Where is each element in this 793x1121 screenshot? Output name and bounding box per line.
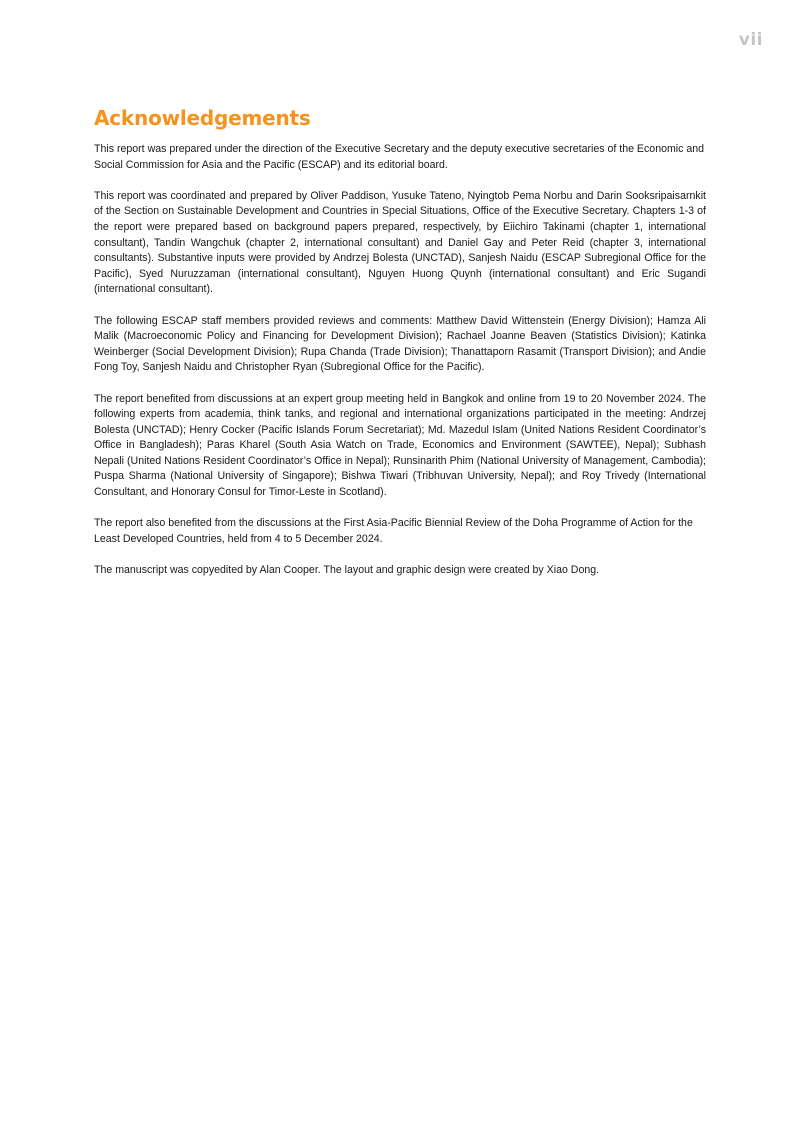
section-heading: Acknowledgements: [94, 106, 311, 130]
acknowledgements-section: [94, 106, 706, 594]
page-number: vii: [738, 30, 763, 50]
paragraph-expert-meeting: The report benefited from discussions at an expert group meeting held in Bangkok and online from 19 to 20 November 2024. The following experts from academia, think tanks, and regional and international organizations participated in the meeting: Andrzej Bolesta (UNCTAD); Henry Cocker (Pacific Islands Forum Secretariat); Md. Mazedul Islam (United Nations Resident Coordinator’s Office in Bangladesh); Paras Kharel (South Asia Watch on Trade, Economics and Environment (SAWTEE), Nepal); Subhash Nepali (United Nations Resident Coordinator’s Office in Nepal); Runsinarith Phim (National University of Management, Cambodia); Puspa Sharma (National University of Singapore); Bishwa Tiwari (Tribhuvan University, Nepal); and Roy Trivedy (International Consultant, and Honorary Consul for Timor-Leste in Scotland).: [94, 392, 706, 499]
paragraph-staff-reviews: The following ESCAP staff members provided reviews and comments: Matthew David Wittenstein (Energy Division); Hamza Ali Malik (Macroeconomic Policy and Financing for Development Division); Rachael Joanne Beaven (Statistics Division); Katinka Weinberger (Social Development Division); Rupa Chanda (Trade Division); Thanattaporn Rasamit (Transport Division); and Andie Fong Toy, Sanjesh Naidu and Christopher Ryan (Subregional Office for the Pacific).: [94, 314, 706, 374]
paragraph-biennial-review: The report also benefited from the discussions at the First Asia-Pacific Biennial Review of the Doha Programme of Action for the Least Developed Countries, held from 4 to 5 December 2024.: [94, 517, 693, 545]
paragraph-copyedit-design: The manuscript was copyedited by Alan Cooper. The layout and graphic design were created by Xiao Dong.: [94, 564, 600, 577]
paragraph-coordination: This report was coordinated and prepared by Oliver Paddison, Yusuke Tateno, Nyingtob Pema Norbu and Darin Sooksripaisarnkit of the Section on Sustainable Development and Countries in Special Situations, Office of the Executive Secretary. Chapters 1-3 of the report were prepared based on background papers prepared, respectively, by Eiichiro Takinami (chapter 1, international consultant), Tandin Wangchuk (chapter 2, international consultant) and Daniel Gay and Peter Reid (chapter 3, international consultants). Substantive inputs were provided by Andrzej Bolesta (UNCTAD), Sanjesh Naidu (ESCAP Subregional Office for the Pacific), Syed Nuruzzaman (international consultant), Nguyen Huong Quynh (international consultant) and Eric Sugandi (international consultant).: [94, 189, 706, 296]
paragraph-direction: This report was prepared under the direction of the Executive Secretary and the deputy executive secretaries of the Economic and Social Commission for Asia and the Pacific (ESCAP) and its editorial board.: [94, 143, 705, 171]
